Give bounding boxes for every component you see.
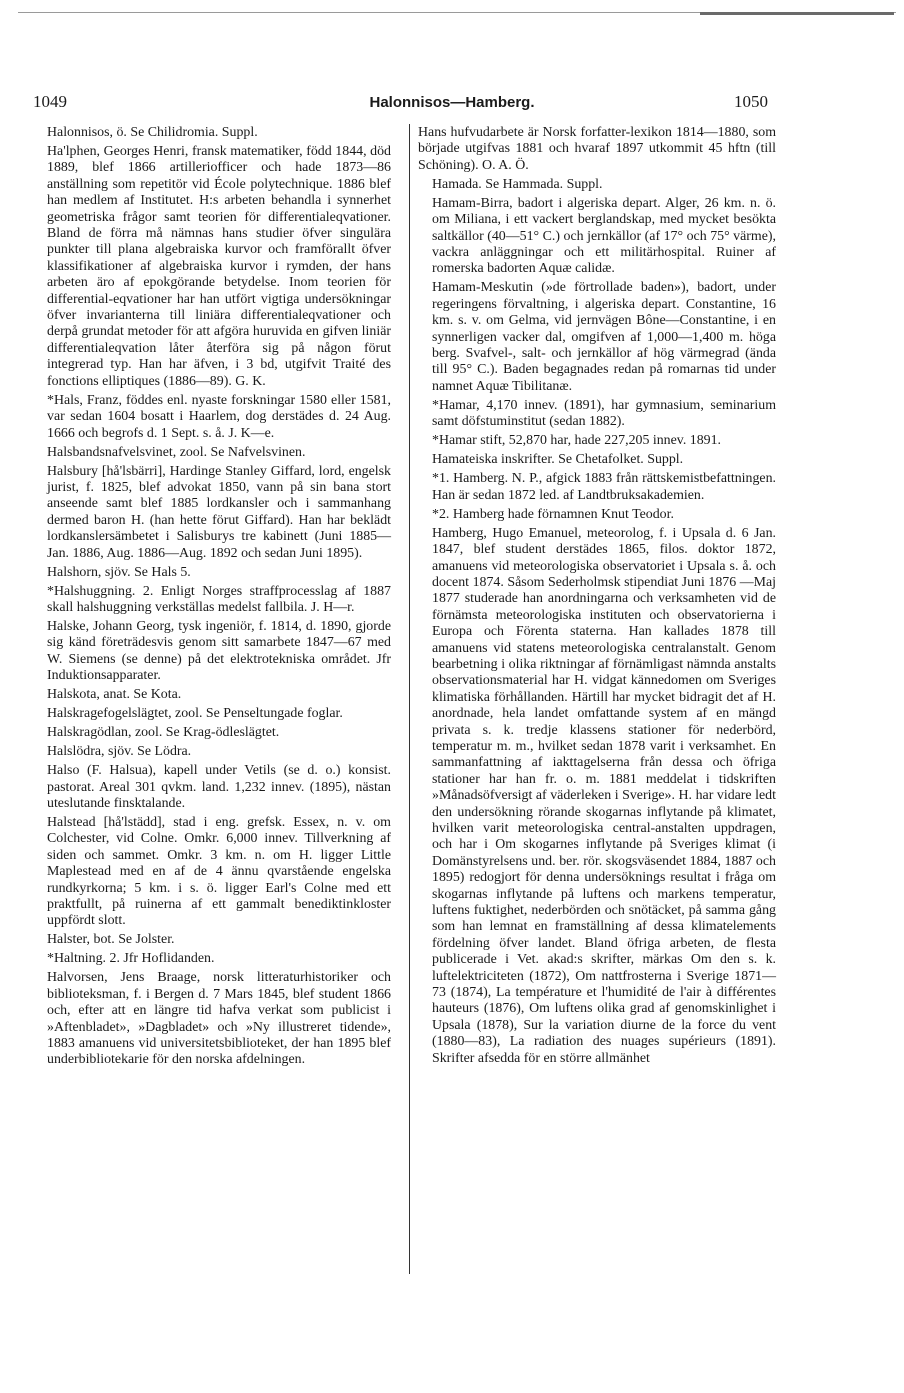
entry-hamberg-1: *1. Hamberg. N. P., afgick 1883 från rättskemistbefattningen. Han är sedan 1872 led. af Landtbruksakademien. [432,471,776,503]
entry-hamar-stift: *Hamar stift, 52,870 har, hade 227,205 innev. 1891. [432,433,722,449]
entry-halso: Halso (F. Halsua), kapell under Vetils (se d. o.) konsist. pastorat. Areal 301 qvkm. land. 1,232 innev. (1895), nästan uteslutande finsktalande. [47,763,391,811]
entry-halstead: Halstead [hå'lstädd], stad i eng. grefsk. Essex, n. v. om Colchester, vid Colne. Omkr. 6,000 innev. Tillverkning af siden och sammet. Omkr. 3 km. n. om H. ligger Little Maplestead med en af de 4 ännu qvarstående engelska rundkyrkorna; 5 km. i s. ö. ligger Earl's Colne med ett praktfullt, på ruinerna af ett gammalt benediktinkloster uppfördt slott. [47,814,391,929]
entry-halvorsen: Halvorsen, Jens Braage, norsk litteraturhistoriker och biblioteksman, f. i Bergen d. 7 Mars 1845, blef student 1866 och, efter att en längre tid hafva verkat som publicist i »Aftenbladet», »Dagbladet» och »Ny illustreret tidende», 1883 amanuens vid universitetsbiblioteket, der han 1895 blef underbibliotekarie för den norska afdelningen. [47,970,391,1068]
entry-hamberg-hugo: Hamberg, Hugo Emanuel, meteorolog, f. i Upsala d. 6 Jan. 1847, blef student derstädes 1865, filos. doktor 1872, amanuens vid meteorologiska observatoriet i Upsala s. å. och docent 1874. Såsom Sederholmsk stipendiat Juni 1876 —Maj 1877 studerade han anordningarna och verksamheten vid de förnämsta meteorologiska instituten och observatorierna i Europa och Förenta staterna. Han kallades 1878 till amanuens vid statens meteorologiska centralanstalt. Genom bearbetning i olika riktningar af förnämligast nämnda anstalts observationsmaterial har H. vidgat kännedomen om Sveriges klimatiska förhållanden. Härtill har mycket bidragit det af H. anordnade, hela landet omfattande system af en mängd privata s. k. tredje klassens stationer för nederbörd, temperatur m. m., hvilket sedan 1878 varit i verksamhet. En sammanfattning af iakttagelserna från dessa och öfriga stationer har han fr. o. m. 1881 meddelat i tidskriften »Månadsöfversigt af väderleken i Sverige». H. har vidare ledt den undersökning rörande skogarnas inflytande på klimatet, hvilken varit meteorologiska central-anstalten uppdragen, och har i Om skogarnes inflytande på Sveriges klimat (i Domänstyrelsens und. ber. rör. skogsväsendet 1884, 1887 och 1895) redogjort för denna undersöknings resultat i fråga om skogarnas inflytande på luftens och markens temperatur, luftens fuktighet, nederbörden och snötäcket, på samma gång som han lemnat en framställning af dessa klimatelements fördelning öfver landet. Bland öfriga arbeten, de flesta publicerade i Vet. akad:s skrifter, märkas Om den s. k. luftelektriciteten (1872), Om nattfrosterna i Sverige 1871—73 (1874), La température et l'humidité de l'air à différentes hauteurs (1876), Om luftens olika grad af genomskinlighet i Upsala (1878), Sur la variation diurne de la force du vent (1880—83), La radiation des nuages supérieurs (1891). Skrifter afsedda för en större allmänhet [432,525,776,1066]
right-column [418,125,776,1070]
entry-hamada: Hamada. Se Hammada. Suppl. [432,176,603,192]
entry-halske: Halske, Johann Georg, tysk ingeniör, f. 1814, d. 1890, gjorde sig känd företrädesvis genom sitt samarbete 1847—67 med W. Siemens (se denne) på det elektrotekniska området. Jfr Induktionsapparater. [47,618,391,684]
entry-halskota: Halskota, anat. Se Kota. [47,687,182,703]
entry-halshuggning: *Halshuggning. 2. Enligt Norges straffprocesslag af 1887 skall halshuggning verkställas medelst fallbila. J. H—r. [47,583,391,615]
entry-halsbury: Halsbury [hå'lsbärri], Hardinge Stanley Giffard, lord, engelsk jurist, f. 1825, blef advokat 1850, vann på sin bana stort anseende samt blef 1885 lordkansler och i sammanhang dermed baron H. (han hette förut Giffard). Han har beklädt lordkanslersämbetet i Salisburys tre kabinett (Juni 1885—Jan. 1886, Aug. 1886—Aug. 1892 och sedan Juni 1895). [47,463,391,561]
entry-halsbandsnafvelsvinet: Halsbandsnafvelsvinet, zool. Se Nafvelsvinen. [47,444,306,460]
entry-haltning: *Haltning. 2. Jfr Hoflidanden. [47,951,215,967]
entry-halonnisos: Halonnisos, ö. Se Chilidromia. Suppl. [47,125,258,140]
entry-halphen: Ha'lphen, Georges Henri, fransk matematiker, född 1844, död 1889, blef 1866 artilleriofficer och hade 1873—86 anställning som repetitör vid École polytechnique. 1886 blef han medlem af Institutet. H:s arbeten behandla i synnerhet geometriska frågor samt teorien för differentialeqvationer. Bland de förra må nämnas hans studier öfver singulära punkter till plana algebraiska kurvor och framförallt öfver klassifikationer af algebraiska kurvor i rymden, der hans arbeten äro af epokgörande betydelse. Inom teorien för differential-eqvationer har han utfört vigtiga undersökningar öfver invarianterna till liniära differentialeqvationer och derpå grundat metoder för att afgöra huruvida en gifven liniär differentialeqvation låter återföra sig på någon förut integrerad typ. Han har äfven, i 3 bd, utgifvit Traité des fonctions elliptiques (1886—89). G. K. [47,144,391,389]
entry-hamam-birra: Hamam-Birra, badort i algeriska depart. Alger, 26 km. n. ö. om Miliana, i ett vackert berglandskap, med mycket besökta saltkällor (40—51° C.) och jernkällor (af 17° och 75° värme), vackra anläggningar och ett militärhospital. Ruiner af romerska badorten Aquæ calidæ. [432,195,776,277]
entry-halskragodlan: Halskragödlan, zool. Se Krag-ödleslägtet. [47,725,280,741]
entry-halshorn: Halshorn, sjöv. Se Hals 5. [47,564,191,580]
page-title: Halonnisos—Hamberg. [369,94,535,111]
entry-hals: *Hals, Franz, föddes enl. nyaste forskningar 1580 eller 1581, var sedan 1604 bosatt i Haarlem, dog derstädes d. 24 Aug. 1666 och begrofs d. 1 Sept. s. å. J. K—e. [47,392,391,441]
page-number-left: 1049 [33,92,67,111]
entry-halslodra: Halslödra, sjöv. Se Lödra. [47,744,192,760]
entry-hamateiska-inskrifter: Hamateiska inskrifter. Se Chetafolket. Suppl. [432,452,684,468]
entry-halster: Halster, bot. Se Jolster. [47,932,175,948]
entry-halskragefogelslagtet: Halskragefogelslägtet, zool. Se Penseltungade foglar. [47,706,343,722]
page-number-right: 1050 [734,92,768,111]
entry-halvorsen-continued: Hans hufvudarbete är Norsk forfatter-lexikon 1814—1880, som började utgifvas 1881 och hvaraf 1897 utkommit 45 hftn (till Schöning). O. A. Ö. [418,125,776,173]
column-divider [409,124,410,1274]
top-rule-heavy [700,12,894,15]
entry-hamar: *Hamar, 4,170 innev. (1891), har gymnasium, seminarium samt döfstuminstitut (sedan 1882). [432,397,776,430]
entry-hamam-meskutin: Hamam-Meskutin (»de förtrollade baden»), badort, under regeringens förvaltning, i algeriska depart. Constantine, 16 km. s. v. om Gelma, vid jernvägen Bône—Constantine, i en synnerligen vacker dal, omgifven af 1,000—1,400 m. höga berg. Svafvel-, salt- och jernkällor af hög värmegrad (ända till 95° C.). Baden begagnades redan på romarnas tid under namnet Aquæ Tibilitanæ. [432,280,776,394]
entry-hamberg-2: *2. Hamberg hade förnamnen Knut Teodor. [432,506,674,522]
left-column [33,125,391,1071]
